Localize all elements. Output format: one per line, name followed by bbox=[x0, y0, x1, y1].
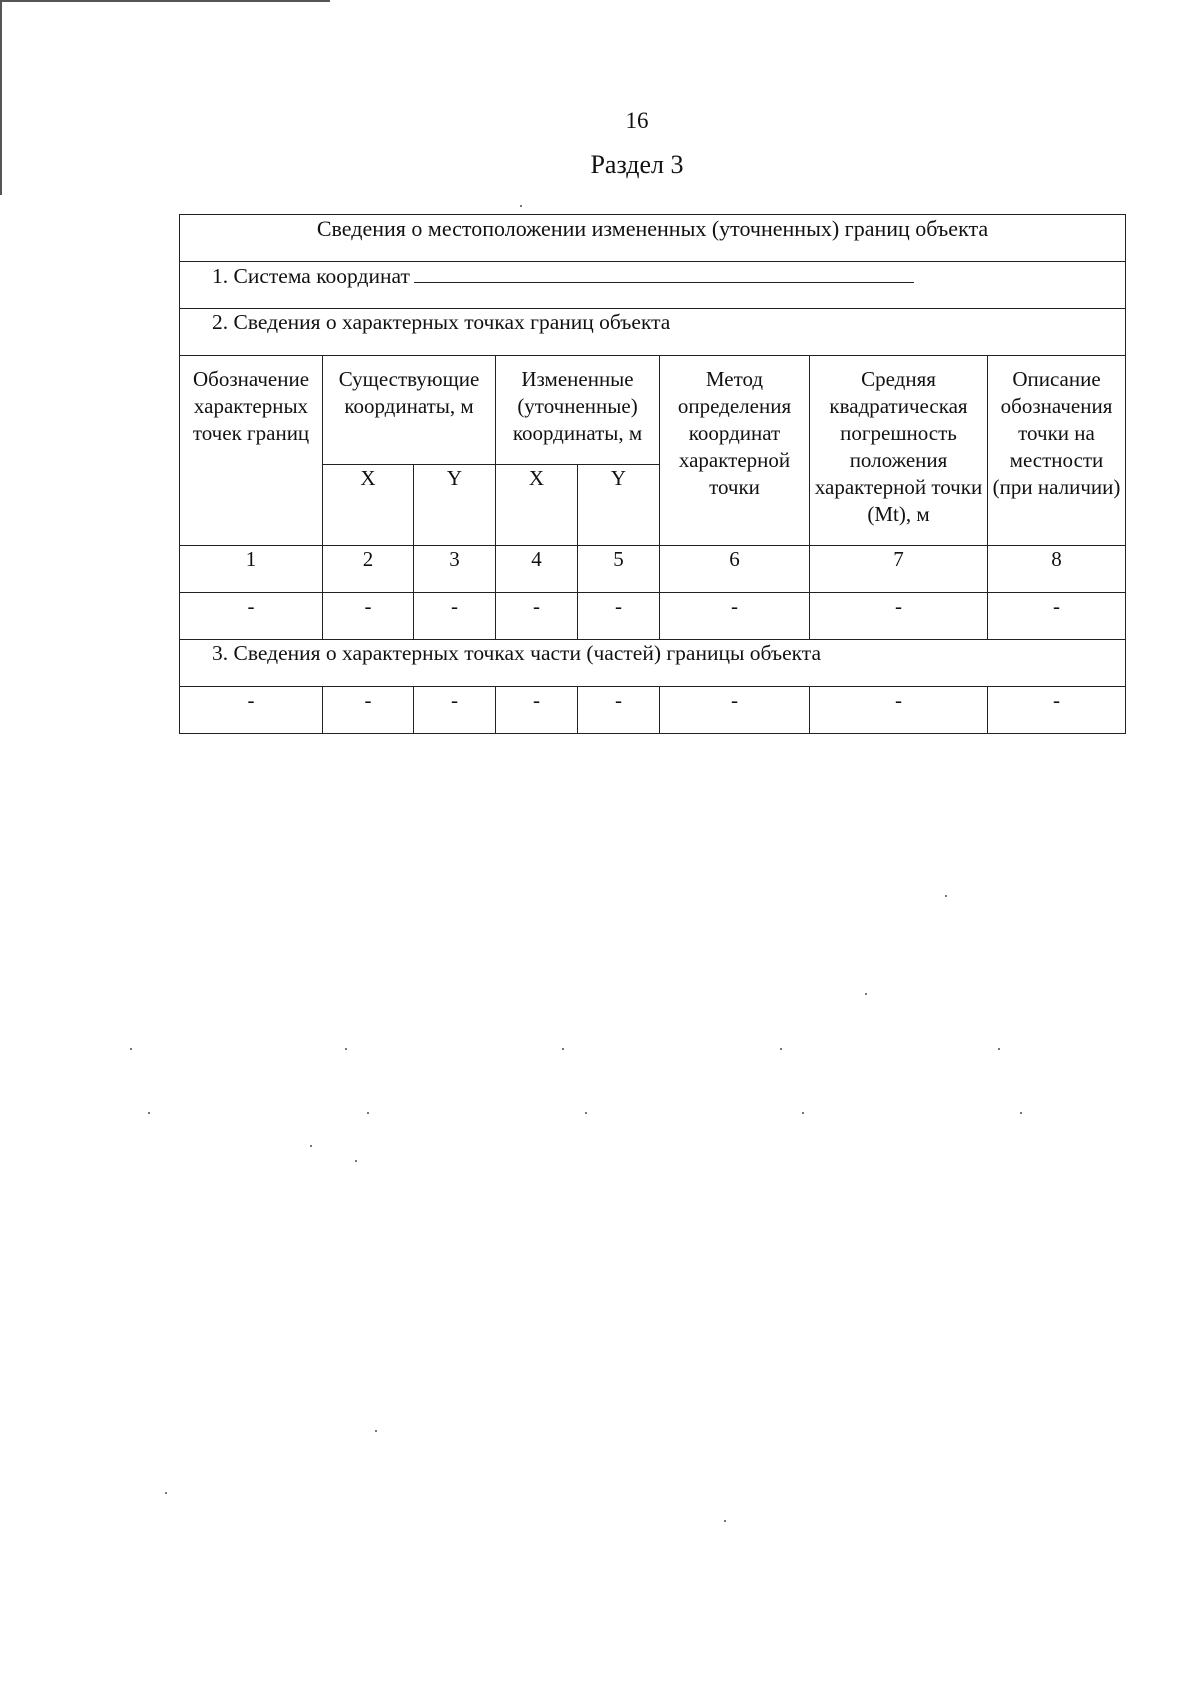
header-changed-coords: Измененные (уточненные) координаты, м bbox=[496, 356, 660, 465]
table-cell: - bbox=[578, 687, 660, 734]
scan-speck bbox=[520, 205, 522, 207]
column-number: 6 bbox=[660, 546, 810, 593]
table-cell: - bbox=[414, 593, 496, 640]
coord-system-row bbox=[180, 262, 1126, 309]
table-cell: - bbox=[660, 687, 810, 734]
scan-speck bbox=[780, 1048, 782, 1050]
scan-speck bbox=[562, 1048, 564, 1050]
header-changed-x: X bbox=[496, 465, 578, 546]
column-number: 1 bbox=[180, 546, 323, 593]
header-description: Описание обозначения точки на местности (при наличии) bbox=[988, 356, 1126, 546]
coord-system-label: 1. Система координат bbox=[212, 264, 410, 288]
table-cell: - bbox=[414, 687, 496, 734]
header-existing-y: Y bbox=[414, 465, 496, 546]
scan-speck bbox=[375, 1430, 377, 1432]
column-number: 8 bbox=[988, 546, 1126, 593]
column-number: 2 bbox=[323, 546, 414, 593]
section-title: Раздел 3 bbox=[590, 150, 684, 179]
table-cell: - bbox=[810, 593, 988, 640]
scan-line-top bbox=[0, 0, 330, 2]
table-cell: - bbox=[180, 687, 323, 734]
table-cell: - bbox=[323, 687, 414, 734]
table-cell: - bbox=[988, 687, 1126, 734]
scan-speck bbox=[1020, 1112, 1022, 1114]
page-number: 16 bbox=[625, 108, 649, 133]
scan-speck bbox=[865, 993, 867, 995]
column-number: 3 bbox=[414, 546, 496, 593]
scan-speck bbox=[165, 1492, 167, 1494]
points-data-row bbox=[180, 593, 1126, 640]
table-cell: - bbox=[660, 593, 810, 640]
coord-system-blank-line bbox=[414, 262, 914, 283]
table-cell: - bbox=[180, 593, 323, 640]
table-cell: - bbox=[496, 593, 578, 640]
scan-speck bbox=[148, 1112, 150, 1114]
parts-data-row bbox=[180, 687, 1126, 734]
scan-speck bbox=[585, 1112, 587, 1114]
header-method: Метод определения координат характерной точки bbox=[660, 356, 810, 546]
scan-speck bbox=[345, 1048, 347, 1050]
column-number: 7 bbox=[810, 546, 988, 593]
parts-section-label: 3. Сведения о характерных точках части (частей) границы объекта bbox=[180, 640, 1126, 687]
header-mean-error: Средняя квадратическая погрешность положения характерной точки (Mt), м bbox=[810, 356, 988, 546]
header-changed-y: Y bbox=[578, 465, 660, 546]
table-cell: - bbox=[810, 687, 988, 734]
scan-speck bbox=[945, 895, 947, 897]
column-number: 5 bbox=[578, 546, 660, 593]
table-cell: - bbox=[578, 593, 660, 640]
scan-speck bbox=[355, 1160, 357, 1162]
column-numbers-row bbox=[180, 546, 1126, 593]
scan-speck bbox=[724, 1520, 726, 1522]
table-title: Сведения о местоположении измененных (уточненных) границ объекта bbox=[180, 215, 1126, 262]
table-cell: - bbox=[496, 687, 578, 734]
points-section-label: 2. Сведения о характерных точках границ объекта bbox=[180, 309, 1126, 356]
table-cell: - bbox=[323, 593, 414, 640]
header-existing-x: X bbox=[323, 465, 414, 546]
scan-speck bbox=[802, 1112, 804, 1114]
header-point-designation: Обозначение характерных точек границ bbox=[180, 356, 323, 546]
table-cell: - bbox=[988, 593, 1126, 640]
boundary-table bbox=[179, 214, 1126, 734]
scan-speck bbox=[998, 1048, 1000, 1050]
scan-speck bbox=[367, 1112, 369, 1114]
column-number: 4 bbox=[496, 546, 578, 593]
header-existing-coords: Существующие координаты, м bbox=[323, 356, 496, 465]
scan-speck bbox=[310, 1145, 312, 1147]
scan-speck bbox=[130, 1048, 132, 1050]
